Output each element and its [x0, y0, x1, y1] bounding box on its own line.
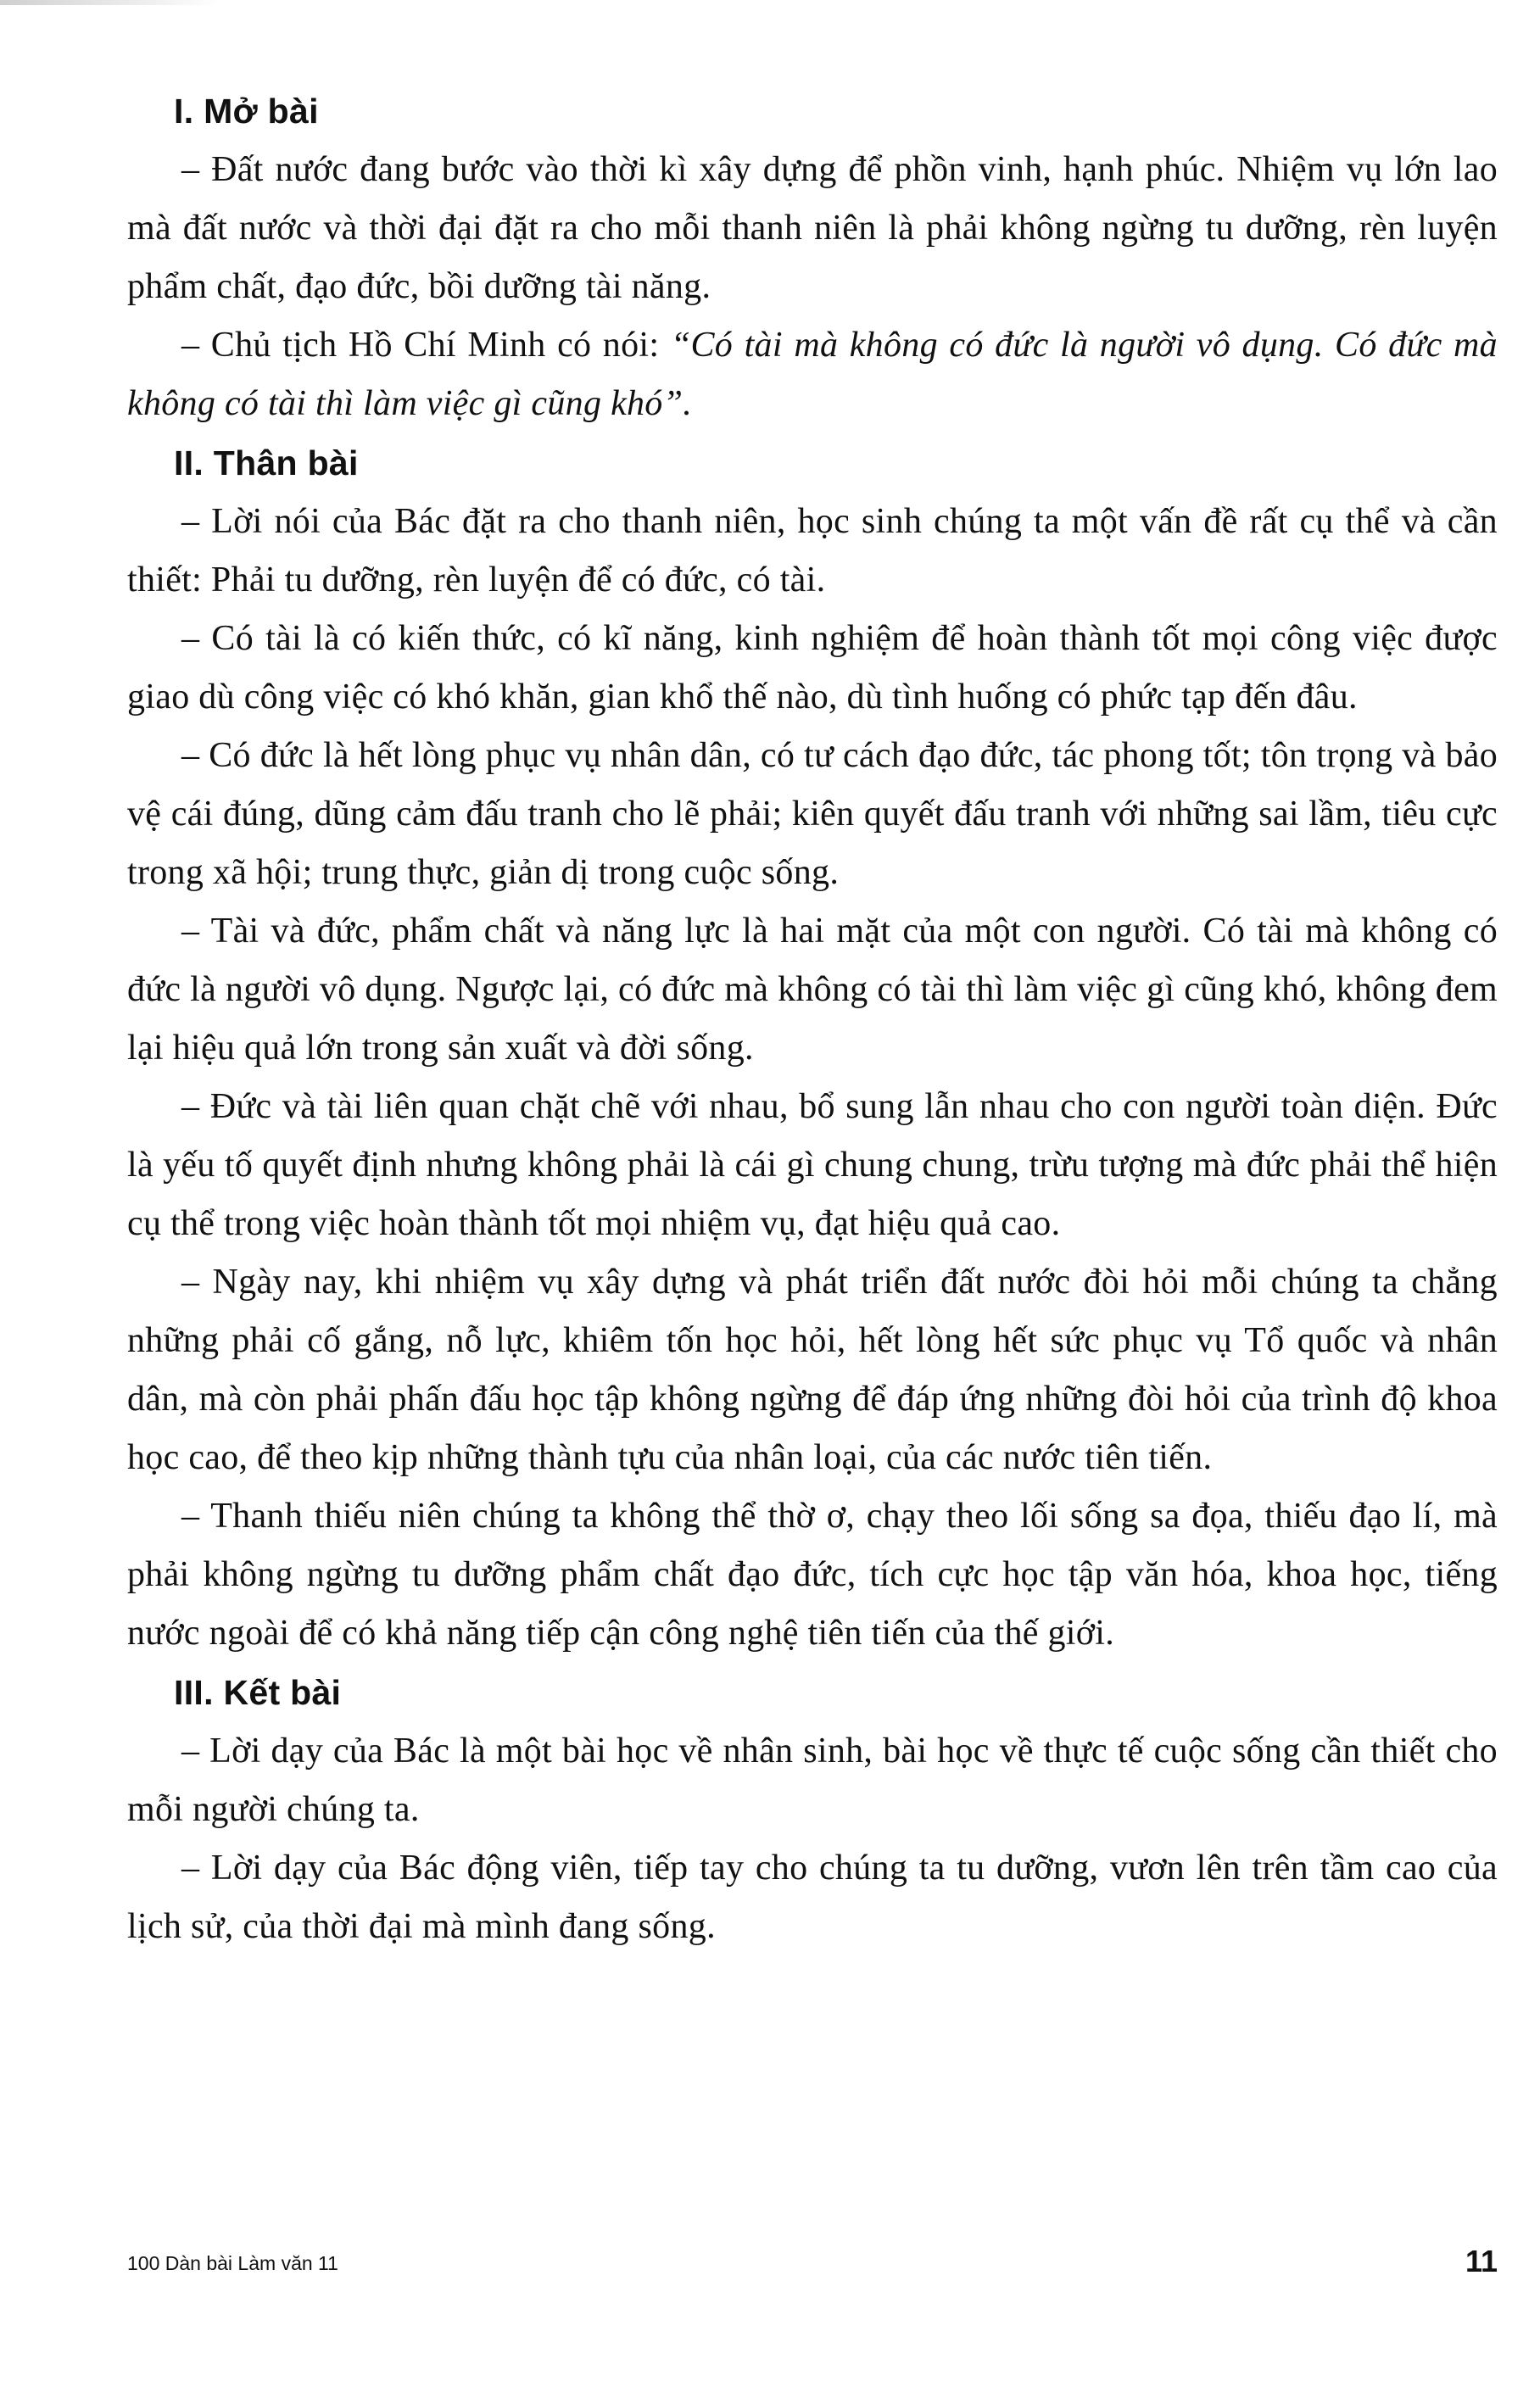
paragraph-than-bai-5: – Đức và tài liên quan chặt chẽ với nhau, bổ sung lẫn nhau cho con người toàn diện. Đức là yếu tố quyết định nhưng không phải là cái gì chung chung, trừu tượng mà đức phải thể hiện cụ thể trong việc hoàn thành tốt mọi nhiệm vụ, đạt hiệu quả cao. — [127, 1087, 1498, 1243]
paragraph-than-bai-1: – Lời nói của Bác đặt ra cho thanh niên, học sinh chúng ta một vấn đề rất cụ thể và cần thiết: Phải tu dưỡng, rèn luyện để có đức, có tài. — [127, 502, 1498, 600]
paragraph-ket-bai-1: – Lời dạy của Bác là một bài học về nhân sinh, bài học về thực tế cuộc sống cần thiết cho mỗi người chúng ta. — [127, 1732, 1498, 1829]
heading-mo-bai: I. Mở bài — [174, 92, 319, 131]
heading-than-bai: II. Thân bài — [174, 443, 359, 482]
paragraph-mo-bai-2 — [127, 316, 1498, 433]
quote-text: “Có tài mà không có đức là người vô dụng. Có đức mà không có tài thì làm việc gì cũng khó”. — [127, 326, 1498, 423]
paragraph-than-bai-7: – Thanh thiếu niên chúng ta không thể thờ ơ, chạy theo lối sống sa đọa, thiếu đạo lí, mà phải không ngừng tu dưỡng phẩm chất đạo đức, tích cực học tập văn hóa, khoa học, tiếng nước ngoài để có khả năng tiếp cận công nghệ tiên tiến của thế giới. — [127, 1497, 1498, 1653]
page-footer — [127, 2244, 1498, 2286]
page-number: 11 — [1465, 2244, 1498, 2278]
quote-lead: – Chủ tịch Hồ Chí Minh có nói: — [181, 326, 671, 365]
scan-top-edge — [0, 0, 220, 5]
heading-ket-bai: III. Kết bài — [174, 1673, 342, 1712]
paragraph-than-bai-2: – Có tài là có kiến thức, có kĩ năng, kinh nghiệm để hoàn thành tốt mọi công việc được giao dù công việc có khó khăn, gian khổ thế nào, dù tình huống có phức tạp đến đâu. — [127, 619, 1498, 717]
book-title: 100 Dàn bài Làm văn 11 — [127, 2252, 338, 2274]
paragraph-than-bai-4: – Tài và đức, phẩm chất và năng lực là hai mặt của một con người. Có tài mà không có đức là người vô dụng. Ngược lại, có đức mà không có tài thì làm việc gì cũng khó, không đem lại hiệu quả lớn trong sản xuất và đời sống. — [127, 912, 1498, 1068]
paragraph-ket-bai-2: – Lời dạy của Bác động viên, tiếp tay cho chúng ta tu dưỡng, vươn lên trên tầm cao của lịch sử, của thời đại mà mình đang sống. — [127, 1849, 1498, 1946]
paragraph-than-bai-3: – Có đức là hết lòng phục vụ nhân dân, có tư cách đạo đức, tác phong tốt; tôn trọng và bảo vệ cái đúng, dũng cảm đấu tranh cho lẽ phải; kiên quyết đấu tranh với những sai lầm, tiêu cực trong xã hội; trung thực, giản dị trong cuộc sống. — [127, 736, 1498, 892]
page-content — [127, 81, 1498, 1956]
paragraph-mo-bai-1: – Đất nước đang bước vào thời kì xây dựng để phồn vinh, hạnh phúc. Nhiệm vụ lớn lao mà đất nước và thời đại đặt ra cho mỗi thanh niên là phải không ngừng tu dưỡng, rèn luyện phẩm chất, đạo đức, bồi dưỡng tài năng. — [127, 150, 1498, 306]
paragraph-than-bai-6: – Ngày nay, khi nhiệm vụ xây dựng và phát triển đất nước đòi hỏi mỗi chúng ta chẳng những phải cố gắng, nỗ lực, khiêm tốn học hỏi, hết lòng hết sức phục vụ Tổ quốc và nhân dân, mà còn phải phấn đấu học tập không ngừng để đáp ứng những đòi hỏi của trình độ khoa học cao, để theo kịp những thành tựu của nhân loại, của các nước tiên tiến. — [127, 1263, 1498, 1477]
